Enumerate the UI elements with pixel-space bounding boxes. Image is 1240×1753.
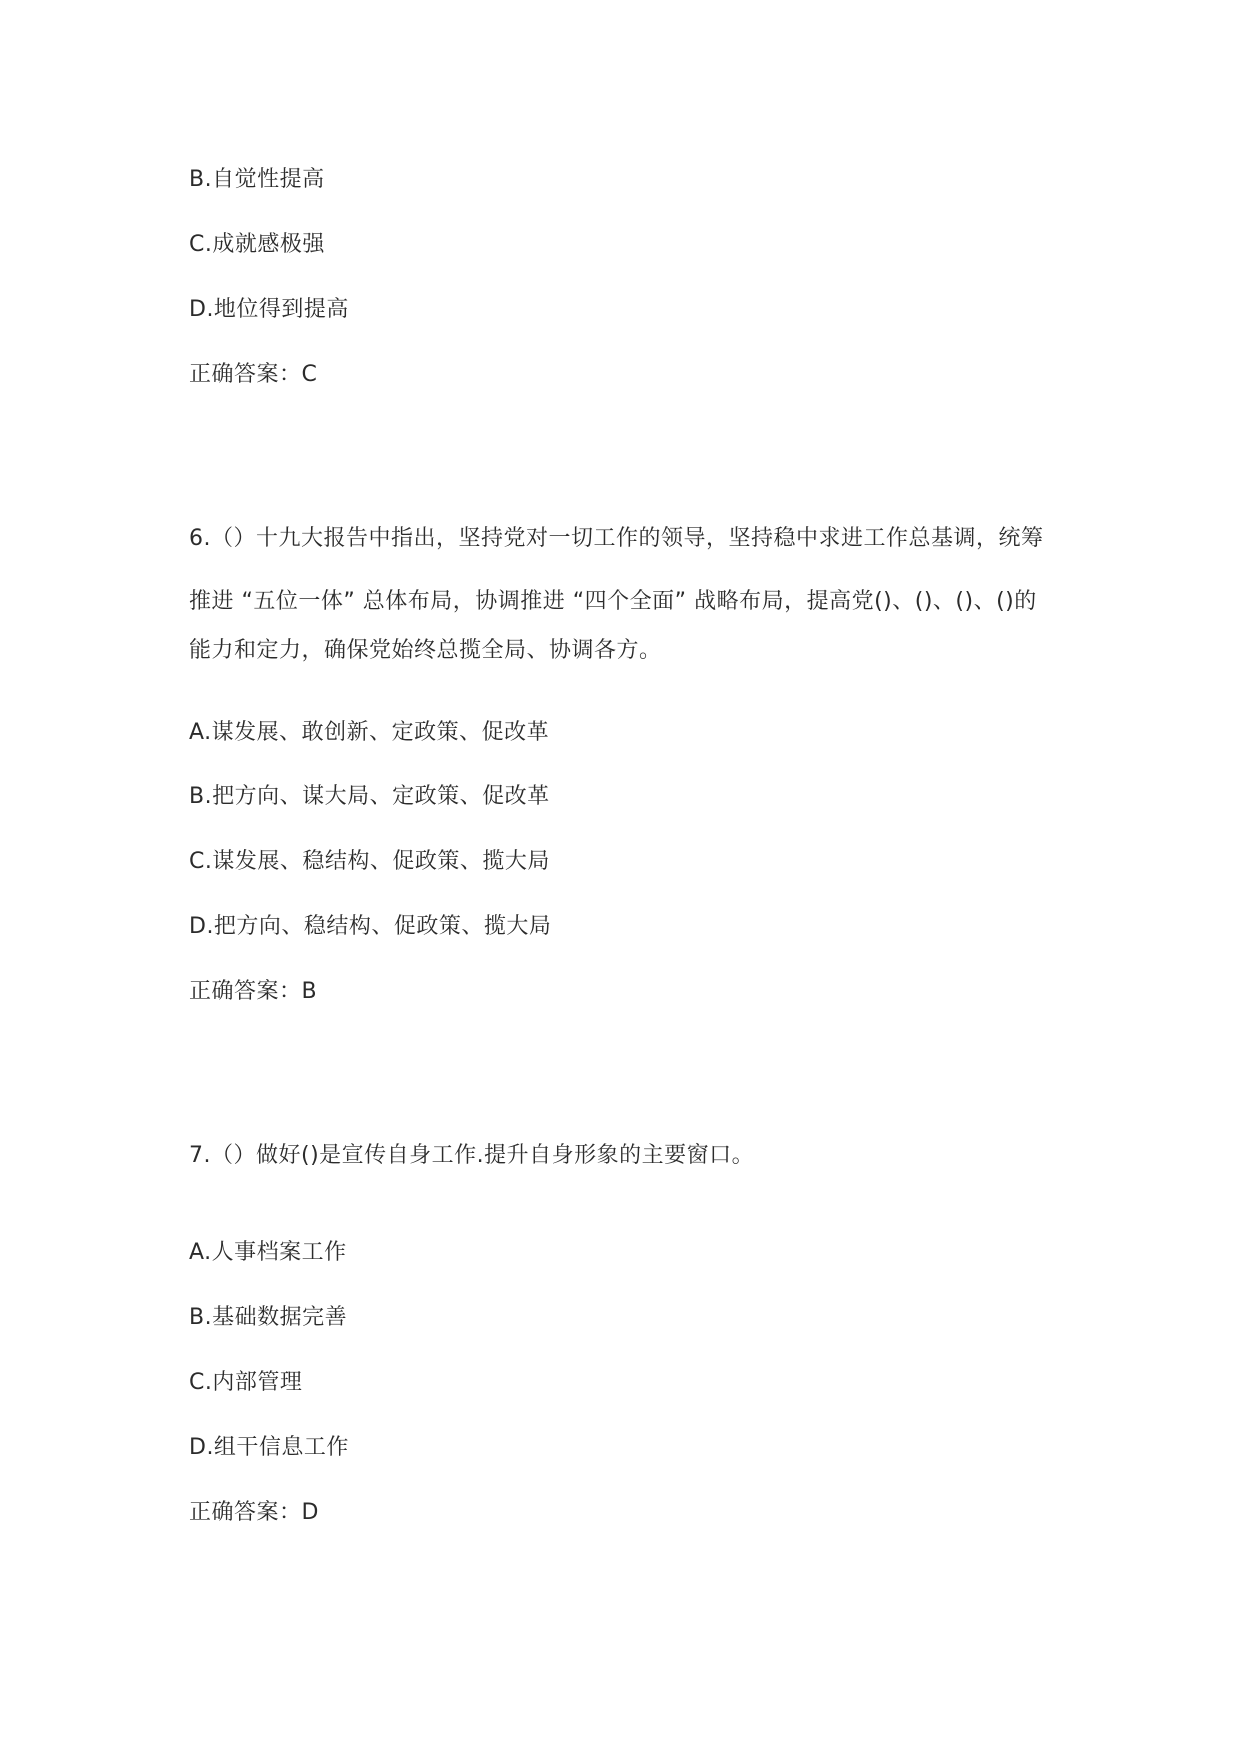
option-a: A.人事档案工作	[189, 1240, 347, 1265]
option-a: A.谋发展、敢创新、定政策、促改革	[189, 720, 550, 745]
question-stem-line: 能力和定力，确保党始终总揽全局、协调各方。	[189, 638, 662, 663]
option-c: C.成就感极强	[189, 232, 325, 257]
option-d: D.组干信息工作	[189, 1435, 349, 1460]
option-d: D.把方向、稳结构、促政策、揽大局	[189, 914, 552, 939]
correct-answer: 正确答案：D	[189, 1500, 319, 1525]
question-stem-line: 推进 “五位一体” 总体布局，协调推进 “四个全面” 战略布局，提高党()、()、()、()的	[189, 589, 1037, 614]
option-b: B.自觉性提高	[189, 167, 325, 192]
option-c: C.谋发展、稳结构、促政策、揽大局	[189, 849, 550, 874]
option-c: C.内部管理	[189, 1370, 303, 1395]
correct-answer: 正确答案：C	[189, 362, 318, 387]
option-b: B.把方向、谋大局、定政策、促改革	[189, 784, 550, 809]
option-d: D.地位得到提高	[189, 297, 349, 322]
question-stem-line: 6.（）十九大报告中指出，坚持党对一切工作的领导，坚持稳中求进工作总基调，统筹	[189, 526, 1044, 551]
question-stem-line: 7.（）做好()是宣传自身工作.提升自身形象的主要窗口。	[189, 1143, 755, 1168]
correct-answer: 正确答案：B	[189, 979, 318, 1004]
option-b: B.基础数据完善	[189, 1305, 348, 1330]
